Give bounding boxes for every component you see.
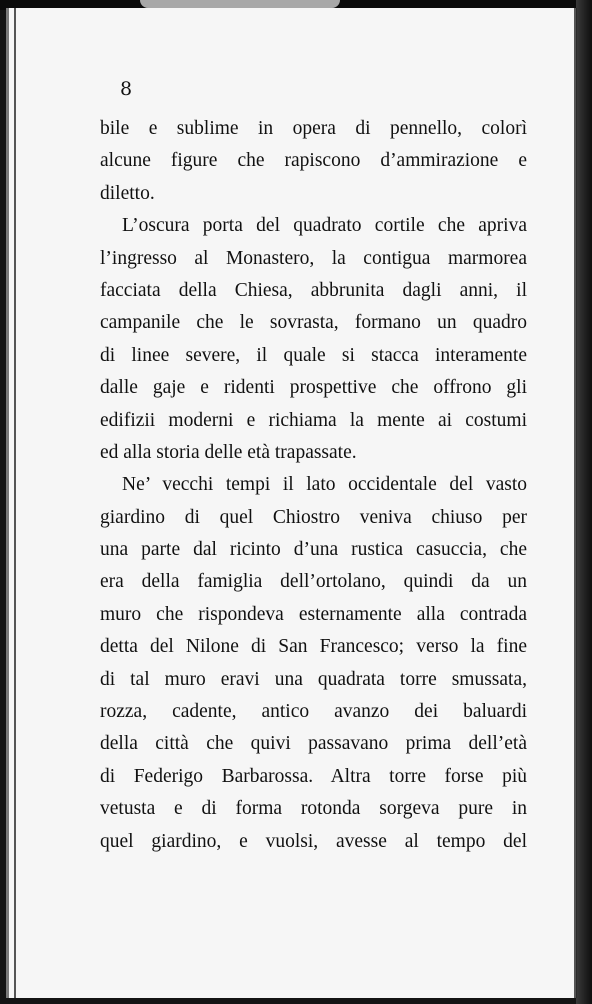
text-line: di linee severe, il quale si stacca interamente: [100, 344, 527, 366]
text-line: una parte dal ricinto d’una rustica casuccia, che: [100, 539, 527, 561]
text-line: vetusta e di forma rotonda sorgeva pure in: [100, 798, 527, 820]
text-line: giardino di quel Chiostro veniva chiuso per: [100, 506, 527, 528]
text-line: edifizii moderni e richiama la mente ai costumi: [100, 409, 527, 431]
text-line: di tal muro eravi una quadrata torre smussata,: [100, 668, 527, 690]
text-line: muro che rispondeva esternamente alla contrada: [100, 603, 527, 625]
page-left-margin-line: [14, 8, 16, 998]
text-line: rozza, cadente, antico avanzo dei baluardi: [100, 701, 527, 723]
text-line: della città che quivi passavano prima dell’età: [100, 733, 527, 755]
text-line: L’oscura porta del quadrato cortile che apriva: [122, 215, 527, 237]
text-line: bile e sublime in opera di pennello, colorì: [100, 118, 527, 139]
text-line: dalle gaje e ridenti prospettive che offrono gli: [100, 377, 527, 399]
text-line: campanile che le sovrasta, formano un quadro: [100, 312, 527, 334]
text-line: detta del Nilone di San Francesco; verso la fine: [100, 636, 527, 658]
text-line: diletto.: [100, 182, 155, 204]
book-spine-edge: [576, 0, 592, 1004]
page-right-margin-line: [574, 8, 576, 998]
text-line: alcune figure che rapiscono d’ammirazione e: [100, 150, 527, 172]
text-line: di Federigo Barbarossa. Altra torre forse più: [100, 765, 527, 787]
page-number: 8: [120, 78, 133, 100]
text-line: quel giardino, e vuolsi, avesse al tempo del: [100, 830, 527, 852]
body-text: [100, 113, 527, 858]
top-paper-strip: [140, 0, 340, 8]
text-line: Ne’ vecchi tempi il lato occidentale del vasto: [122, 474, 527, 496]
text-line: l’ingresso al Monastero, la contigua marmorea: [100, 247, 527, 269]
text-line: ed alla storia delle età trapassate.: [100, 441, 357, 463]
text-line: facciata della Chiesa, abbrunita dagli anni, il: [100, 279, 527, 301]
text-line: era della famiglia dell’ortolano, quindi da un: [100, 571, 527, 593]
